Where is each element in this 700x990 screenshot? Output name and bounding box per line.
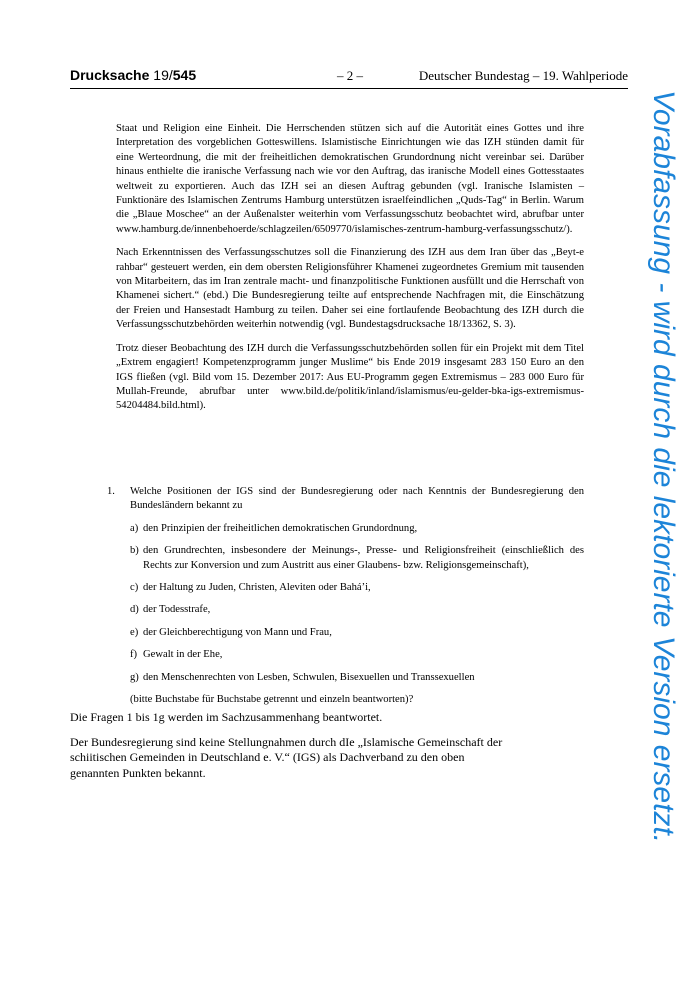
item-text: den Menschenrechten von Lesben, Schwulen, Bisexuellen und Transsexuellen	[143, 671, 475, 683]
page-header	[70, 66, 628, 89]
item-letter: b)	[130, 545, 139, 557]
question-item-d	[130, 603, 584, 617]
question-item-c	[130, 581, 584, 595]
draft-watermark: Vorabfassung - wird durch die lektorierte Version ersetzt.	[647, 90, 680, 844]
item-letter: a)	[130, 522, 139, 534]
drucksache-label	[70, 67, 196, 83]
question-item-b	[130, 544, 584, 573]
page-number: – 2 –	[337, 68, 363, 83]
question-number: 1.	[107, 486, 115, 497]
answer-block	[70, 710, 510, 790]
question-item-e	[130, 626, 584, 640]
institution-label: Deutscher Bundestag – 19. Wahlperiode	[418, 68, 628, 83]
doc-label: Drucksache	[70, 67, 150, 83]
question-item-f	[130, 648, 584, 662]
question-1	[107, 485, 584, 514]
question-item-g	[130, 671, 584, 685]
question-text: Welche Positionen der IGS sind der Bundesregierung oder nach Kenntnis der Bundesregierung den Bundesländern bekannt zu	[130, 486, 584, 512]
item-letter: f)	[130, 649, 138, 661]
item-letter: e)	[130, 626, 139, 638]
quote-paragraph: Trotz dieser Beobachtung des IZH durch die Verfassungsschutzbehörden sollen für ein Projekt mit dem Titel „Extrem engagiert! Kompetenzprogramm junger Muslime“ bis Ende 2019 insgesamt 283 150 Euro an den IGS fließen (vgl. Bild vom 15. Dezember 2017: Aus EU-Programm gegen Extremismus – 283 000 Euro für Mullah-Freunde, abrufbar unter www.bild.de/politik/inland/islamismus/eu-gelder-bka-igs-extremismus-54204484.bild.html).	[116, 342, 584, 412]
item-text: der Todesstrafe,	[143, 604, 211, 616]
doc-number-suffix: 545	[172, 67, 197, 83]
answer-paragraph: Der Bundesregierung sind keine Stellungnahmen durch dIe „Islamische Gemeinschaft der schiitischen Gemeinden in Deutschland e. V.“ (IGS) als Dachverband zu den oben genannten Punkten bekannt.	[70, 734, 503, 780]
item-text: den Grundrechten, insbesondere der Meinungs-, Presse- und Religionsfreiheit (einschließlich des Rechts zur Konversion und zum Austritt aus einer Glaubens- bzw. Religionsgemeinschaft),	[143, 545, 584, 571]
item-text: der Gleichberechtigung von Mann und Frau,	[143, 626, 332, 638]
item-text: den Prinzipien der freiheitlichen demokratischen Grundordnung,	[143, 522, 418, 534]
quote-paragraph: Staat und Religion eine Einheit. Die Herrschenden stützen sich auf die Autorität eines Gottes und ihre Interpretation des vorgeblichen Gotteswillens. Islamistische Einrichtungen wie das IZH stünden damit für eine Werteordnung, die mit der freiheitlichen demokratischen Grundordnung nicht vereinbar sei. Darüber hinaus enthielte die iranische Verfassung nach wie vor den Auftrag, das iranische Modell eines Gottesstaates weltweit zu exportieren. Auch das IZH sei an diesen Auftrag gebunden (vgl. Iranische Islamisten – Funktionäre des Islamischen Zentrums Hamburg unterstützen israelfeindlichen „Quds-Tag“ in Berlin. Warum die „Blaue Moschee“ an der Außenalster weiterhin vom Verfassungsschutz beobachtet wird, abrufbar unter www.hamburg.de/innenbehoerde/schlagzeilen/6509770/islamisches-zentrum-hamburg-verfassungsschutz/).	[116, 123, 584, 235]
item-letter: g)	[130, 671, 139, 683]
quoted-preamble	[116, 122, 584, 423]
item-letter: c)	[130, 582, 139, 594]
item-letter: d)	[130, 604, 139, 616]
question-closing: (bitte Buchstabe für Buchstabe getrennt und einzeln beantworten)?	[130, 694, 414, 706]
answer-paragraph: Die Fragen 1 bis 1g werden im Sachzusammenhang beantwortet.	[70, 710, 383, 724]
item-text: Gewalt in der Ehe,	[143, 649, 223, 661]
question-block	[107, 485, 584, 707]
question-item-a	[130, 522, 584, 536]
item-text: der Haltung zu Juden, Christen, Aleviten oder Bahá’i,	[143, 582, 371, 594]
quote-paragraph: Nach Erkenntnissen des Verfassungsschutzes soll die Finanzierung des IZH aus dem Iran über das „Beyt-e rahbar“ gesteuert werden, ein dem obersten Religionsführer Khamenei zugeordnetes Gremium mit tausenden von Mitarbeitern, das im Iran zentrale macht- und finanzpolitische Funktionen ausfüllt und die Herrschaft von Khamenei sichert.“ (ebd.) Die Bundesregierung teilte auf entsprechende Nachfragen mit, die Einschätzung der Freien und Hansestadt Hamburg zu teilen. Daher sei eine fortlaufende Beobachtung des IZH durch die Verfassungsschutzbehörden weiterhin notwendig (vgl. Bundestagsdrucksache 18/13362, S. 3).	[116, 247, 584, 331]
doc-number-prefix: 19/	[153, 67, 173, 83]
